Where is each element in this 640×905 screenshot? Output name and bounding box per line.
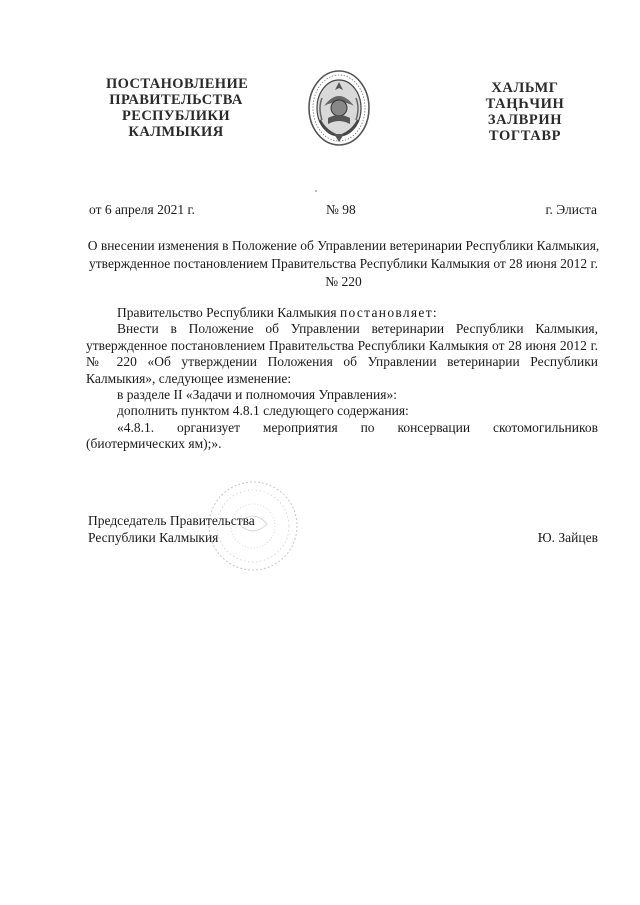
signature-block (88, 512, 598, 546)
preamble-subject: Правительство Республики Калмыкия (117, 305, 337, 320)
preamble-verb: постановляет: (339, 305, 438, 320)
body-paragraph: дополнить пунктом 4.8.1 следующего содержания: (117, 403, 409, 419)
header-russian-line: ПОСТАНОВЛЕНИЕ (106, 76, 249, 92)
scan-speck (315, 190, 317, 192)
document-title: О внесении изменения в Положение об Управлении ветеринарии Республики Калмыкия, утвержденное постановлением Правительства Республики Калмыкия от 28 июня 2012 г. № 220 (87, 238, 600, 289)
decree-date: от 6 апреля 2021 г. (89, 202, 195, 217)
decree-number: № 98 (326, 202, 356, 217)
document-body (86, 305, 598, 453)
decree-place: г. Элиста (545, 202, 597, 217)
header-russian-line: КАЛМЫКИЯ (128, 124, 224, 140)
body-paragraph: Внести в Положение об Управлении ветеринарии Республики Калмыкия, утвержденное постановлением Правительства Республики Калмыкия от 28 июня 2012 г. № 220 «Об утверждении Положения об Управлении ветеринарии Республики Калмыкия», следующее изменение: (86, 321, 598, 386)
header-russian-line: РЕСПУБЛИКИ (121, 108, 231, 124)
header-kalmyk-line: ТАҢҺЧИН (485, 96, 565, 112)
signatory-position: Председатель Правительства (88, 513, 255, 528)
signatory-name: Ю. Зайцев (537, 530, 598, 545)
coat-of-arms-icon (306, 68, 372, 148)
header-kalmyk (470, 80, 580, 144)
header-russian-line: ПРАВИТЕЛЬСТВА (109, 92, 243, 108)
header-kalmyk-line: ХАЛЬМГ (491, 80, 559, 96)
header-kalmyk-line: ЗАЛВРИН (487, 112, 563, 128)
header-russian (106, 76, 249, 140)
preamble (86, 305, 598, 321)
header-kalmyk-line: ТОГТАВР (488, 128, 562, 144)
body-paragraph: в разделе II «Задачи и полномочия Управления»: (117, 387, 397, 403)
signatory-position: Республики Калмыкия (88, 530, 219, 545)
body-paragraph: «4.8.1. организует мероприятия по консервации скотомогильников (биотермических ям);». (86, 419, 598, 452)
decree-details (89, 202, 597, 220)
